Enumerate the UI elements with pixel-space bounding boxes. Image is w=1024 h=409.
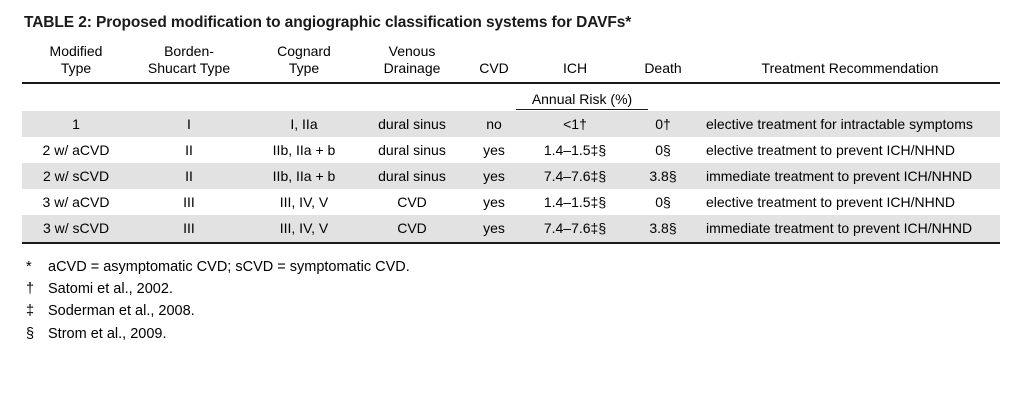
table-row (22, 111, 1000, 137)
column-header-cvd (464, 42, 524, 83)
cell-cvd: yes (464, 215, 524, 241)
cell-cvd: yes (483, 194, 505, 211)
cell-borden-shucart-type: II (185, 142, 193, 159)
cell-treatment-recommendation: elective treatment to prevent ICH/NHND (706, 194, 955, 211)
cell-cvd: yes (483, 142, 505, 159)
davf-classification-table (22, 42, 1000, 244)
cell-treatment-recommendation: elective treatment for intractable symptoms (700, 111, 1000, 137)
column-header-ich (524, 42, 626, 83)
cell-borden-shucart-type: III (130, 215, 248, 241)
table-body (22, 111, 1000, 242)
footnote-marker: § (26, 325, 35, 342)
footnotes (22, 256, 1002, 346)
cell-cognard-type: I, IIa (248, 111, 360, 137)
column-header-line1: Cognard (277, 43, 331, 59)
cell-death: 3.8§ (626, 163, 700, 189)
column-header-line2: Type (288, 59, 320, 76)
column-header-treatment-recommendation (700, 42, 1000, 83)
cell-ich: 7.4–7.6‡§ (524, 163, 626, 189)
column-header-line1: Treatment Recommendation (761, 59, 939, 76)
column-header-line2: Shucart Type (147, 59, 231, 76)
footnote-marker: † (26, 280, 35, 297)
table-header-row (22, 42, 1000, 83)
cell-modified-type: 3 w/ sCVD (22, 215, 130, 241)
column-header-cognard-type (248, 42, 360, 83)
cell-ich: <1† (524, 111, 626, 137)
column-header-line1: Venous (388, 43, 436, 59)
footnote-item (26, 278, 1002, 300)
cell-modified-type: 2 w/ sCVD (22, 163, 130, 189)
footnote-text: Strom et al., 2009. (48, 325, 167, 342)
cell-ich: 7.4–7.6‡§ (524, 215, 626, 241)
column-header-line2: Drainage (383, 59, 441, 76)
cell-venous-drainage: dural sinus (378, 142, 446, 159)
column-header-line1: Modified (49, 43, 103, 59)
footnote-text: Satomi et al., 2002. (48, 280, 173, 297)
cell-death: 0§ (655, 194, 671, 211)
column-header-line1: CVD (479, 59, 509, 76)
cell-treatment-recommendation: immediate treatment to prevent ICH/NHND (700, 163, 1000, 189)
cell-venous-drainage: dural sinus (360, 111, 464, 137)
cell-modified-type: 1 (22, 111, 130, 137)
table-row (22, 137, 1000, 163)
footnote-item (26, 300, 1002, 322)
footnote-item (26, 323, 1002, 345)
column-header-line2: Type (60, 59, 92, 76)
column-header-line1: Death (644, 59, 682, 76)
span-header-row (22, 84, 1000, 111)
cell-cognard-type: IIb, IIa + b (248, 163, 360, 189)
cell-ich: 1.4–1.5‡§ (543, 194, 607, 211)
cell-venous-drainage: CVD (360, 215, 464, 241)
footnote-text: Soderman et al., 2008. (48, 303, 195, 320)
footnote-item (26, 256, 1002, 278)
cell-cognard-type: III, IV, V (248, 215, 360, 241)
column-header-line1: ICH (562, 59, 588, 76)
column-header-line1: Borden- (164, 43, 214, 59)
cell-venous-drainage: CVD (397, 194, 427, 211)
column-header-borden-shucart-type (130, 42, 248, 83)
cell-death: 0† (626, 111, 700, 137)
cell-modified-type: 3 w/ aCVD (42, 194, 110, 211)
footnote-marker: ‡ (26, 303, 35, 320)
cell-treatment-recommendation: immediate treatment to prevent ICH/NHND (700, 215, 1000, 241)
cell-cvd: no (464, 111, 524, 137)
cell-ich: 1.4–1.5‡§ (543, 142, 607, 159)
cell-cvd: yes (464, 163, 524, 189)
page-title: TABLE 2: Proposed modification to angiographic classification systems for DAVFs* (24, 14, 632, 31)
cell-borden-shucart-type: II (130, 163, 248, 189)
table-row (22, 215, 1000, 241)
table-bottom-rule (22, 242, 1000, 243)
table-row (22, 189, 1000, 215)
cell-death: 3.8§ (626, 215, 700, 241)
cell-death: 0§ (655, 142, 671, 159)
cell-borden-shucart-type: I (130, 111, 248, 137)
cell-cognard-type: III, IV, V (279, 194, 329, 211)
cell-borden-shucart-type: III (183, 194, 195, 211)
column-header-modified-type (22, 42, 130, 83)
footnote-text: aCVD = asymptomatic CVD; sCVD = symptomatic CVD. (48, 258, 410, 275)
cell-cognard-type: IIb, IIa + b (272, 142, 336, 159)
table-row (22, 163, 1000, 189)
cell-modified-type: 2 w/ aCVD (42, 142, 110, 159)
column-header-death (626, 42, 700, 83)
span-header-annual-risk: Annual Risk (%) (516, 91, 648, 110)
footnote-marker: * (26, 258, 32, 275)
cell-venous-drainage: dural sinus (360, 163, 464, 189)
column-header-venous-drainage (360, 42, 464, 83)
cell-treatment-recommendation: elective treatment to prevent ICH/NHND (706, 142, 955, 159)
